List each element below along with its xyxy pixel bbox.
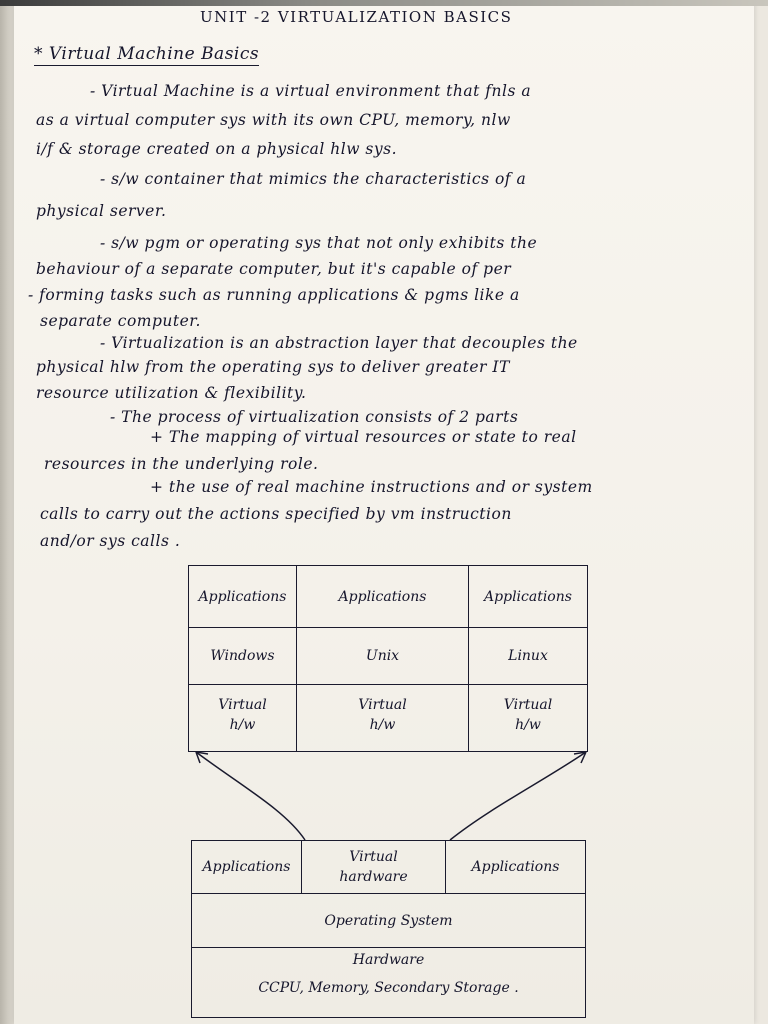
body-line: separate computer. [40,312,201,330]
body-line: - forming tasks such as running applications & pgms like a [28,286,520,304]
right-arrow-line [450,752,586,840]
hardware-cell [192,948,585,1017]
body-line: calls to carry out the actions specified by vm instruction [40,505,512,523]
body-line: - Virtual Machine is a virtual environment that fnls a [90,82,532,100]
diagram-cell: Applications [189,566,297,628]
body-line: resource utilization & flexibility. [36,384,307,402]
hardware-detail: CCPU, Memory, Secondary Storage . [258,980,519,996]
diagram-cell: Virtual h/w [297,685,469,751]
diagram-cell: Windows [189,628,297,685]
diagram-cell: Virtual hardware [302,841,446,894]
body-line: resources in the underlying role. [44,455,319,473]
left-arrow-line [196,752,305,840]
body-line: + the use of real machine instructions and or system [150,478,593,496]
body-line: i/f & storage created on a physical hlw sys. [36,140,398,158]
body-line: physical server. [36,202,167,220]
diagram-cell: Operating System [192,894,585,948]
diagram-cell: Applications [469,566,587,628]
diagram-cell: Unix [297,628,469,685]
diagram-cell: Applications [446,841,585,894]
body-line: and/or sys calls . [40,532,181,550]
host-machine-diagram [191,840,586,1018]
body-line: as a virtual computer sys with its own CPU, memory, nlw [36,111,511,129]
body-line: + The mapping of virtual resources or state to real [150,428,577,446]
page-title: UNIT -2 VIRTUALIZATION BASICS [200,8,513,26]
diagram-cell: Virtual h/w [503,697,553,733]
body-line: - The process of virtualization consists of 2 parts [110,408,519,426]
body-line: - s/w container that mimics the characteristics of a [100,170,527,188]
body-line: - s/w pgm or operating sys that not only exhibits the [100,234,538,252]
diagram-cell: Applications [192,841,302,894]
diagram-cell: Applications [297,566,469,628]
body-line: behaviour of a separate computer, but it's capable of per [36,260,512,278]
diagram-cell: Linux [469,628,587,685]
section-heading: * Virtual Machine Basics [34,44,260,64]
diagram-cell: Virtual h/w [189,685,297,751]
hardware-title: Hardware [352,952,425,968]
body-line: - Virtualization is an abstraction layer that decouples the [100,334,578,352]
body-line: physical hlw from the operating sys to deliver greater IT [36,358,510,376]
